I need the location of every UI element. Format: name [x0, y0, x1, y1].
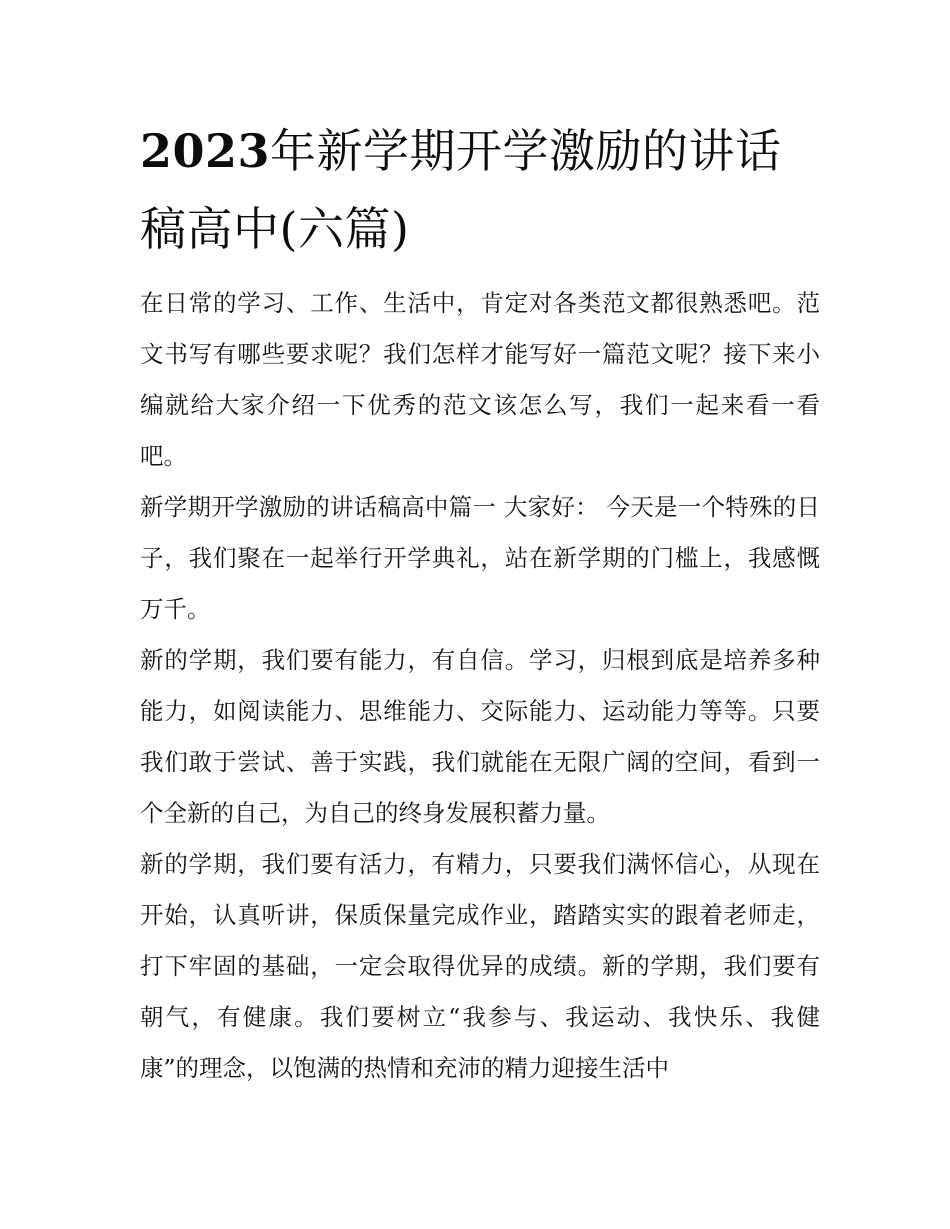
- title-year: 2023: [140, 124, 271, 178]
- paragraph-intro: 在日常的学习、工作、生活中，肯定对各类范文都很熟悉吧。范文书写有哪些要求呢？我们怎样才能写好一篇范文呢？接下来小编就给大家介绍一下优秀的范文该怎么写，我们一起来看一看吧。: [140, 289, 820, 470]
- paragraph-greeting: 新学期开学激励的讲话稿高中篇一 大家好： 今天是一个特殊的日子，我们聚在一起举行开学典礼，站在新学期的门槛上，我感慨万千。: [140, 493, 820, 623]
- paragraph-ability: 新的学期，我们要有能力，有自信。学习，归根到底是培养多种能力，如阅读能力、思维能力、交际能力、运动能力等等。只要我们敢于尝试、善于实践，我们就能在无限广阔的空间，看到一个全新的自己，为自己的终身发展积蓄力量。: [140, 646, 820, 827]
- document-title: [140, 112, 820, 268]
- paragraph-vitality: 新的学期，我们要有活力，有精力，只要我们满怀信心，从现在开始，认真听讲，保质保量完成作业，踏踏实实的跟着老师走，打下牢固的基础，一定会取得优异的成绩。新的学期，我们要有朝气，有健康。我们要树立“我参与、我运动、我快乐、我健康”的理念，以饱满的热情和充沛的精力迎接生活中: [140, 850, 820, 1082]
- document-body: [140, 278, 820, 1094]
- title-text: 年新学期开学激励的讲话稿高中(六篇): [140, 124, 782, 256]
